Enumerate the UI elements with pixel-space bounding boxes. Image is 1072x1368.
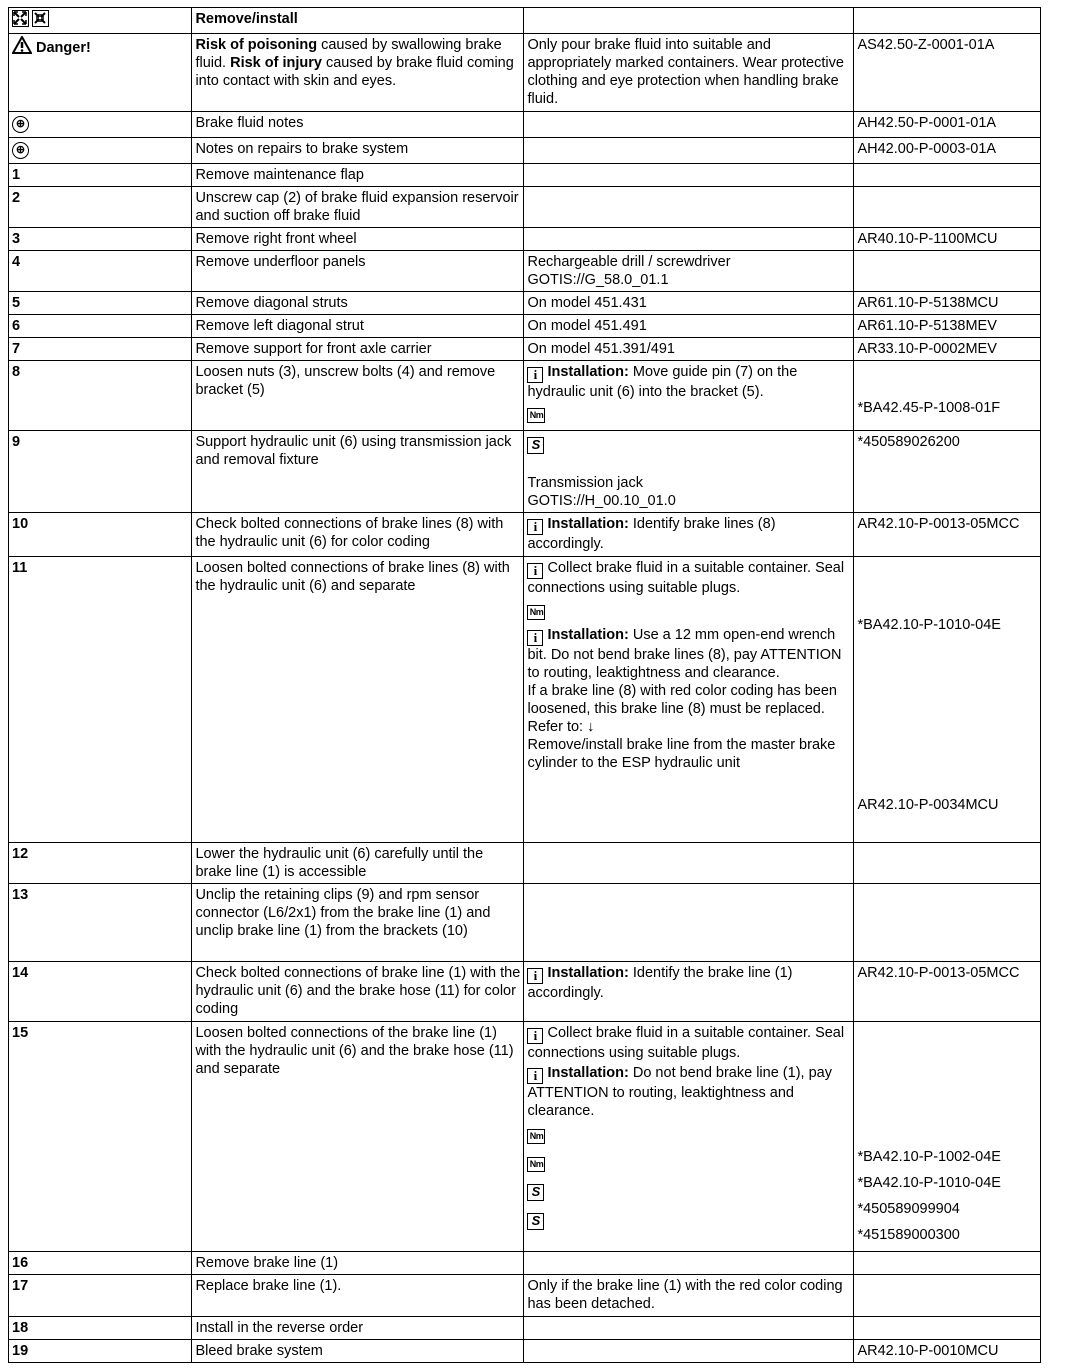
step-row: 8 Loosen nuts (3), unscrew bolts (4) and remove bracket (5) i Installation: Move guide pin (7) on the hydraulic unit (6) into the bracket (5). Nm *BA42.45-P-1008-01F — [9, 361, 1041, 431]
step-row: 4 Remove underfloor panels Rechargeable drill / screwdriver GOTIS://G_58.0_01.1 — [9, 251, 1041, 292]
torque-icon: Nm — [527, 1157, 545, 1172]
step-row: 10 Check bolted connections of brake lines (8) with the hydraulic unit (6) for color coding i Installation: Identify brake lines (8) accordingly. AR42.10-P-0013-05MCC — [9, 513, 1041, 557]
step-row: 19 Bleed brake system AR42.10-P-0010MCU — [9, 1340, 1041, 1363]
warning-triangle-icon — [12, 36, 32, 54]
special-tool-icon: S — [527, 437, 544, 454]
step-row: 16 Remove brake line (1) — [9, 1252, 1041, 1275]
step-row: 13 Unclip the retaining clips (9) and rpm sensor connector (L6/2x1) from the brake line (1) and unclip brake line (1) from the brackets (10) — [9, 884, 1041, 962]
step-row: 3 Remove right front wheel AR40.10-P-1100MCU — [9, 228, 1041, 251]
torque-icon: Nm — [527, 605, 545, 620]
step-row: 7 Remove support for front axle carrier On model 451.391/491 AR33.10-P-0002MEV — [9, 338, 1041, 361]
step-ref[interactable]: AR61.10-P-5138MCU — [854, 292, 1041, 315]
step-row: 9 Support hydraulic unit (6) using transmission jack and removal fixture S Transmission jack GOTIS://H_00.10_01.0 *450589026200 — [9, 431, 1041, 513]
step-row: 18 Install in the reverse order — [9, 1317, 1041, 1340]
info-icon: i — [527, 968, 543, 984]
step-row: 1 Remove maintenance flap — [9, 164, 1041, 187]
danger-ref[interactable]: AS42.50-Z-0001-01A — [854, 34, 1041, 112]
procedure-table — [8, 7, 1041, 1363]
info-icon: i — [527, 563, 543, 579]
danger-measure: Only pour brake fluid into suitable and appropriately marked containers. Wear protective clothing and eye protection when handling brake fluid. — [524, 34, 854, 112]
arrow-down-icon: ↓ — [587, 719, 595, 735]
danger-row — [9, 34, 1041, 112]
step-row: 14 Check bolted connections of brake line (1) with the hydraulic unit (6) and the brake hose (11) for color coding i Installation: Identify the brake line (1) accordingly. AR42.10-P-0013-05MCC — [9, 962, 1041, 1022]
note-row: ⊕ Notes on repairs to brake system AH42.00-P-0003-01A — [9, 138, 1041, 164]
danger-label: Danger! — [12, 40, 91, 56]
note-ref[interactable]: AH42.00-P-0003-01A — [854, 138, 1041, 164]
step-row: 6 Remove left diagonal strut On model 451.491 AR61.10-P-5138MEV — [9, 315, 1041, 338]
note-icon: ⊕ — [12, 142, 29, 159]
gotis-link[interactable]: GOTIS://G_58.0_01.1 — [527, 272, 669, 288]
info-icon: i — [527, 519, 543, 535]
special-tool-icon: S — [527, 1184, 544, 1201]
step-ref[interactable]: AR42.10-P-0034MCU — [857, 797, 999, 813]
header-title: Remove/install — [192, 8, 524, 34]
step-ref[interactable]: AR42.10-P-0013-05MCC — [854, 513, 1041, 557]
step-ref[interactable]: *451589000300 — [857, 1227, 960, 1243]
step-ref[interactable]: *BA42.10-P-1002-04E — [857, 1149, 1001, 1165]
step-row: 15 Loosen bolted connections of the brake line (1) with the hydraulic unit (6) and the brake hose (11) and separate i Collect brake fluid in a suitable container. Seal connections using suitable plugs. i Installation: Do not bend brake line (1), pay ATTENTION to routing, leaktightness and clearance. Nm Nm S S *BA42.10-P-1002-04E *BA42.10-P-1010-04E *450589099904 *451589000300 — [9, 1022, 1041, 1252]
install-icon — [32, 10, 49, 27]
note-ref[interactable]: AH42.50-P-0001-01A — [854, 112, 1041, 138]
note-row: ⊕ Brake fluid notes AH42.50-P-0001-01A — [9, 112, 1041, 138]
step-ref[interactable]: AR61.10-P-5138MEV — [854, 315, 1041, 338]
step-ref[interactable]: AR33.10-P-0002MEV — [854, 338, 1041, 361]
step-ref[interactable]: *BA42.10-P-1010-04E — [857, 617, 1001, 633]
info-icon: i — [527, 1068, 543, 1084]
step-ref[interactable]: *BA42.10-P-1010-04E — [857, 1175, 1001, 1191]
cross-ref-link[interactable]: Remove/install brake line from the master brake cylinder to the ESP hydraulic unit — [527, 737, 836, 771]
note-icon: ⊕ — [12, 116, 29, 133]
step-ref[interactable]: *450589026200 — [854, 431, 1041, 513]
step-ref[interactable]: AR42.10-P-0010MCU — [854, 1340, 1041, 1363]
step-ref[interactable]: *450589099904 — [857, 1201, 960, 1217]
special-tool-icon: S — [527, 1213, 544, 1230]
remove-icon — [12, 10, 29, 27]
info-icon: i — [527, 1028, 543, 1044]
step-row: 5 Remove diagonal struts On model 451.431 AR61.10-P-5138MCU — [9, 292, 1041, 315]
torque-icon: Nm — [527, 408, 545, 423]
gotis-link[interactable]: GOTIS://H_00.10_01.0 — [527, 493, 676, 509]
torque-icon: Nm — [527, 1129, 545, 1144]
danger-text: Risk of poisoning caused by swallowing brake fluid. Risk of injury caused by brake fluid coming into contact with skin and eyes. — [192, 34, 524, 112]
info-icon: i — [527, 367, 543, 383]
info-icon: i — [527, 630, 543, 646]
step-ref[interactable]: *BA42.45-P-1008-01F — [857, 400, 1001, 416]
header-row — [9, 8, 1041, 34]
step-row: 2 Unscrew cap (2) of brake fluid expansion reservoir and suction off brake fluid — [9, 187, 1041, 228]
step-row: 11 Loosen bolted connections of brake lines (8) with the hydraulic unit (6) and separate i Collect brake fluid in a suitable container. Seal connections using suitable plugs. Nm i Installation: Use a 12 mm open-end wrench bit. Do not bend brake lines (8), pay ATTENTION to routing, leaktightness and clearance. If a brake line (8) with red color coding has been loosened, this brake line (8) must be replaced. Refer to: ↓ Remove/install brake line from the master brake cylinder to the ESP hydraulic unit *BA42.10-P-1010-04E AR42.10-P-0034MCU — [9, 557, 1041, 843]
step-row: 12 Lower the hydraulic unit (6) carefully until the brake line (1) is accessible — [9, 843, 1041, 884]
step-ref[interactable]: AR42.10-P-0013-05MCC — [854, 962, 1041, 1022]
remove-install-icons — [9, 8, 192, 34]
step-row: 17 Replace brake line (1). Only if the brake line (1) with the red color coding has been detached. — [9, 1275, 1041, 1317]
step-ref[interactable]: AR40.10-P-1100MCU — [854, 228, 1041, 251]
